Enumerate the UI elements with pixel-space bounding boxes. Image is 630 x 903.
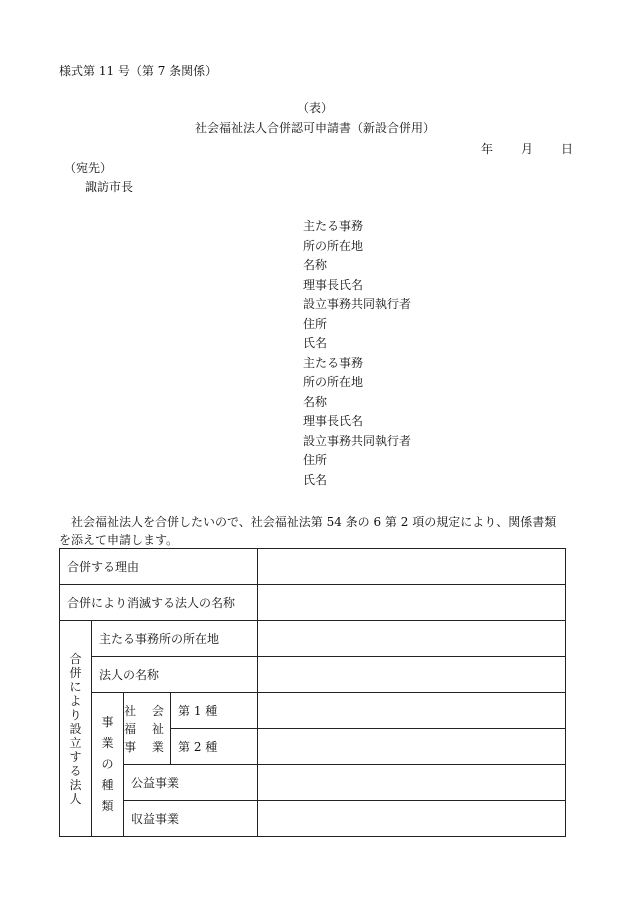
office-location-label: 主たる事務所の所在地 <box>92 621 258 657</box>
type2-label: 第 2 種 <box>171 729 258 765</box>
dissolved-corp-names-value-cell[interactable] <box>258 585 566 621</box>
applicant-field-label: 氏名 <box>303 472 328 487</box>
applicant-field-label: 設立事務共同執行者 <box>303 297 412 311</box>
addressee-name: 諏訪市長 <box>85 180 134 194</box>
page-title: 社会福祉法人合併認可申請書（新設合併用） <box>194 121 435 135</box>
applicant-field-label: 理事長氏名 <box>303 414 364 428</box>
applicant-field-label: 理事長氏名 <box>303 277 364 292</box>
applicant-fields <box>303 219 411 492</box>
date-year-label: 年 <box>481 142 494 156</box>
applicant-field-label: 住所 <box>303 453 328 467</box>
applicant-field-label: 所の所在地 <box>303 238 364 253</box>
corp-name-label: 法人の名称 <box>92 657 258 693</box>
statement-line-2: を添えて申請します。 <box>59 533 179 547</box>
applicant-field-label: 氏名 <box>303 336 328 350</box>
profit-business-label: 収益事業 <box>124 801 258 837</box>
addressee-label: （宛先） <box>64 161 113 175</box>
application-table <box>59 548 566 837</box>
applicant-field-label: 設立事務共同執行者 <box>303 433 412 448</box>
applicant-field-label: 主たる事務 <box>303 355 364 370</box>
applicant-field-label: 名称 <box>303 258 328 272</box>
applicant-field-label: 住所 <box>303 316 328 331</box>
type1-label: 第 1 種 <box>171 693 258 729</box>
date-day-label: 日 <box>561 142 574 156</box>
date-month-label: 月 <box>521 142 534 156</box>
corp-name-value-cell[interactable] <box>258 657 566 693</box>
public-interest-value-cell[interactable] <box>258 765 566 801</box>
social-welfare-business-label: 社 会 福 祉 事 業 <box>124 693 171 765</box>
dissolved-corp-names-label: 合併により消滅する法人の名称 <box>60 585 258 621</box>
type2-value-cell[interactable] <box>258 729 566 765</box>
form-side-label: （表） <box>296 101 333 115</box>
application-statement <box>59 513 571 549</box>
profit-business-value-cell[interactable] <box>258 801 566 837</box>
reason-label: 合併する理由 <box>60 549 258 585</box>
public-interest-label: 公益事業 <box>124 765 258 801</box>
applicant-field-label: 主たる事務 <box>303 219 364 233</box>
statement-line-1: 社会福祉法人を合併したいので、社会福祉法第 54 条の 6 第 2 項の規定により、関係書類 <box>71 515 557 529</box>
applicant-field-label: 所の所在地 <box>303 375 364 389</box>
reason-value-cell[interactable] <box>258 549 566 585</box>
business-type-label: 事 業 の 種 類 <box>92 693 124 837</box>
type1-value-cell[interactable] <box>258 693 566 729</box>
form-number: 様式第 11 号（第 7 条関係） <box>59 64 218 78</box>
new-corporation-group-label: 合 併 に よ り 設 立 す る 法 人 <box>60 621 92 837</box>
office-location-value-cell[interactable] <box>258 621 566 657</box>
applicant-field-label: 名称 <box>303 394 328 409</box>
